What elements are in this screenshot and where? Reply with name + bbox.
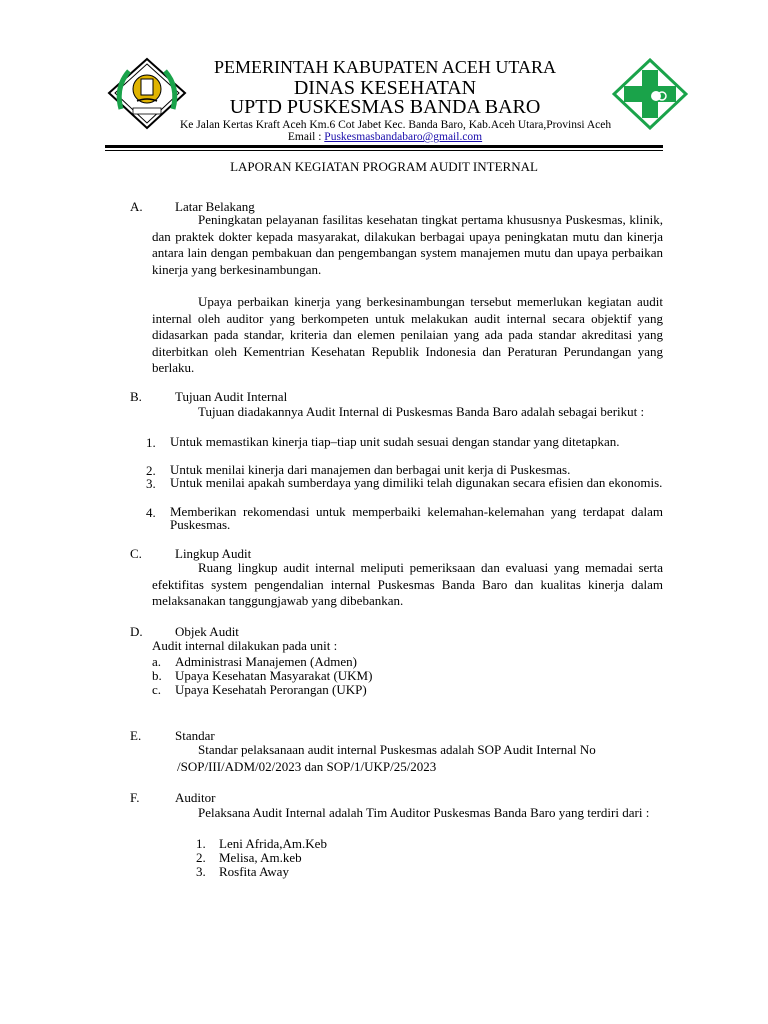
letterhead-rule-thin	[105, 150, 663, 151]
email-label: Email :	[287, 131, 325, 143]
email-line	[150, 131, 620, 143]
section-f-intro: Pelaksana Audit Internal adalah Tim Auditor Puskesmas Banda Baro yang terdiri dari :	[198, 805, 650, 820]
section-d-heading: Objek Audit	[175, 624, 239, 639]
list-item-text: Memberikan rekomendasi untuk memperbaiki kelemahan-kelemahan yang terdapat dalam Puskesmas.	[170, 504, 663, 532]
list-item-text: Upaya Kesehatah Perorangan (UKP)	[175, 682, 367, 697]
list-item-number: 4.	[146, 505, 156, 520]
list-item-text: Untuk menilai kinerja dari manajemen dan berbagai unit kerja di Puskesmas.	[170, 462, 571, 477]
list-item-number: 3.	[146, 476, 156, 491]
section-c-letter: C.	[130, 546, 142, 561]
address-line	[180, 119, 620, 131]
section-f-list	[190, 836, 490, 878]
list-item-number: 1.	[146, 435, 156, 450]
section-c-paragraph: Ruang lingkup audit internal meliputi pemeriksaan dan evaluasi yang memadai serta efektifitas system pengendalian internal Puskesmas Banda Baro dan kualitas kinerja dalam melaksanakan tanggungjawab yang dibebankan.	[152, 560, 663, 608]
section-a-heading: Latar Belakang	[175, 199, 255, 214]
list-item	[152, 682, 552, 696]
address-text: Jalan Kertas Kraft Aceh Km.6 Cot Jabet Kec. Banda Baro, Kab.Aceh Utara,Provinsi Aceh	[196, 119, 612, 131]
email-link[interactable]: Puskesmasbandabaro@gmail.com	[324, 131, 483, 143]
section-d-list	[152, 654, 552, 696]
list-item-number: 2.	[196, 850, 206, 865]
section-e-heading: Standar	[175, 728, 215, 743]
puskesmas-logo	[612, 58, 688, 130]
section-a-paragraph-2: Upaya perbaikan kinerja yang berkesinambungan tersebut memerlukan kegiatan audit internal oleh auditor yang berkompeten untuk melakukan audit internal secara objektif yang didasarkan pada standar, kriteria dan elemen penilaian yang ada pada standar akreditasi yang diterbitkan oleh Kementrian Kesehatan Republik Indonesia dan Peraturan Perundangan yang berlaku.	[152, 294, 663, 375]
section-b-list	[140, 435, 663, 533]
list-item	[140, 505, 663, 533]
list-item-text: Administrasi Manajemen (Admen)	[175, 654, 357, 669]
section-a-letter: A.	[130, 199, 143, 214]
section-d-letter: D.	[130, 624, 143, 639]
department-name: DINAS KESEHATAN	[293, 77, 477, 99]
list-item-letter: b.	[152, 668, 162, 683]
list-item	[190, 836, 490, 850]
list-item	[190, 864, 490, 878]
list-item-number: 2.	[146, 463, 156, 478]
section-f-letter: F.	[130, 790, 140, 805]
institution-name: UPTD PUSKESMAS BANDA BARO	[229, 96, 541, 118]
letterhead-rule-thick	[105, 145, 663, 148]
auditor-name: Leni Afrida,Am.Keb	[219, 836, 327, 851]
section-b-intro: Tujuan diadakannya Audit Internal di Puskesmas Banda Baro adalah sebagai berikut :	[198, 404, 645, 419]
section-b-heading: Tujuan Audit Internal	[175, 389, 288, 404]
section-f-heading: Auditor	[175, 790, 216, 805]
address-prefix: Ke	[180, 119, 194, 131]
section-e-line-1: Standar pelaksanaan audit internal Puskesmas adalah SOP Audit Internal No	[198, 742, 596, 757]
list-item	[152, 668, 552, 682]
section-a-paragraph-1: Peningkatan pelayanan fasilitas kesehatan tingkat pertama khususnya Puskesmas, klinik, dan praktek dokter kepada masyarakat, dilakukan berbagai upaya peningkatan mutu dan kinerja antara lain dengan pembakuan dan pengembangan system manajemen mutu dan upaya perbaikan kinerja yang berkesinambungan.	[152, 212, 663, 277]
auditor-name: Rosfita Away	[219, 864, 289, 879]
section-d-intro: Audit internal dilakukan pada unit :	[152, 638, 338, 653]
list-item-text: Untuk menilai apakah sumberdaya yang dimiliki telah digunakan secara efisien dan ekonomis.	[170, 475, 663, 490]
list-item-letter: a.	[152, 654, 162, 669]
list-item-number: 3.	[196, 864, 206, 879]
list-item-number: 1.	[196, 836, 206, 851]
list-item-text: Upaya Kesehatan Masyarakat (UKM)	[175, 668, 373, 683]
auditor-name: Melisa, Am.keb	[219, 850, 302, 865]
list-item-letter: c.	[152, 682, 162, 697]
list-item	[140, 435, 663, 463]
section-e-letter: E.	[130, 728, 142, 743]
list-item	[140, 476, 663, 505]
list-item	[152, 654, 552, 668]
document-title: LAPORAN KEGIATAN PROGRAM AUDIT INTERNAL	[230, 159, 538, 174]
government-name: PEMERINTAH KABUPATEN ACEH UTARA	[214, 57, 556, 77]
list-item-text: Untuk memastikan kinerja tiap–tiap unit sudah sesuai dengan standar yang ditetapkan.	[170, 434, 620, 449]
section-c-heading: Lingkup Audit	[175, 546, 252, 561]
section-b-letter: B.	[130, 389, 142, 404]
list-item	[190, 850, 490, 864]
section-e-line-2: /SOP/III/ADM/02/2023 dan SOP/1/UKP/25/2023	[177, 759, 437, 774]
